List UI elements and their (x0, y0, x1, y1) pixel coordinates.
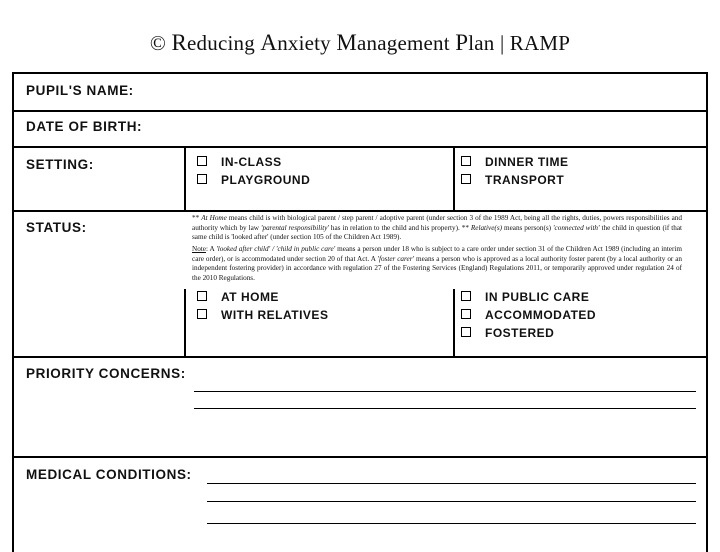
setting-option-dinner-time[interactable]: DINNER TIME (461, 155, 569, 169)
priority-concerns-label: PRIORITY CONCERNS: (26, 366, 186, 381)
page-title: © Reducing Anxiety Management Plan | RAMP (149, 30, 571, 55)
status-label: STATUS: (26, 220, 87, 235)
status-option-at-home[interactable]: AT HOME (197, 290, 279, 304)
medical-conditions-line[interactable] (207, 501, 696, 502)
column-divider (184, 289, 186, 356)
checkbox[interactable] (461, 174, 471, 184)
priority-concerns-line[interactable] (194, 391, 696, 392)
setting-option-transport[interactable]: TRANSPORT (461, 173, 564, 187)
title-suffix: | RAMP (499, 31, 571, 55)
checkbox[interactable] (461, 309, 471, 319)
checkbox[interactable] (461, 156, 471, 166)
setting-option-in-class[interactable]: IN-CLASS (197, 155, 282, 169)
status-definition-note: ** At Home means child is with biological parent / step parent / adoptive parent (under section 3 of the 1989 Act, being all the rights, duties, powers responsibilities and authority which by law 'parental responsibility' has in relation to the child and his property). ** Relative(s) means person(s) 'connected with' the child in question (if that same child is 'looked after' (under section 105 of the Children Act 1989). (192, 214, 683, 241)
column-divider (453, 289, 455, 356)
medical-conditions-line[interactable] (207, 483, 696, 484)
status-note-looked-after: Note: A 'looked after child' / 'child in public care' means a person under 18 who is subject to a care order under section 31 of the Children Act 1989 (including an interim care order), or is accommodated under section 20 of that Act. A 'foster carer' means a person who is approved as a local authority foster parent (by a local authority or an independent fostering provider) in accordance with regulation 27 of the Fostering Services (England) Regulations 2011, or temporarily approved under regulation 24 of the 2010 Regulations. (192, 245, 682, 282)
column-divider (453, 146, 455, 210)
column-divider (184, 146, 186, 210)
row-divider (14, 356, 706, 358)
row-divider (14, 110, 706, 112)
row-divider (14, 456, 706, 458)
medical-conditions-line[interactable] (207, 523, 696, 524)
checkbox[interactable] (197, 174, 207, 184)
priority-concerns-line[interactable] (194, 408, 696, 409)
checkbox[interactable] (197, 309, 207, 319)
medical-conditions-label: MEDICAL CONDITIONS: (26, 467, 192, 482)
ramp-form (12, 72, 708, 552)
checkbox[interactable] (461, 327, 471, 337)
checkbox[interactable] (197, 291, 207, 301)
checkbox[interactable] (197, 156, 207, 166)
copyright-symbol: © (149, 31, 167, 55)
pupil-name-label: PUPIL'S NAME: (26, 83, 134, 98)
status-option-fostered[interactable]: FOSTERED (461, 326, 554, 340)
status-option-in-public-care[interactable]: IN PUBLIC CARE (461, 290, 589, 304)
status-option-with-relatives[interactable]: WITH RELATIVES (197, 308, 328, 322)
setting-option-playground[interactable]: PLAYGROUND (197, 173, 310, 187)
checkbox[interactable] (461, 291, 471, 301)
row-divider (14, 210, 706, 212)
row-divider (14, 146, 706, 148)
status-option-accommodated[interactable]: ACCOMMODATED (461, 308, 596, 322)
date-of-birth-label: DATE OF BIRTH: (26, 119, 143, 134)
setting-label: SETTING: (26, 157, 94, 172)
